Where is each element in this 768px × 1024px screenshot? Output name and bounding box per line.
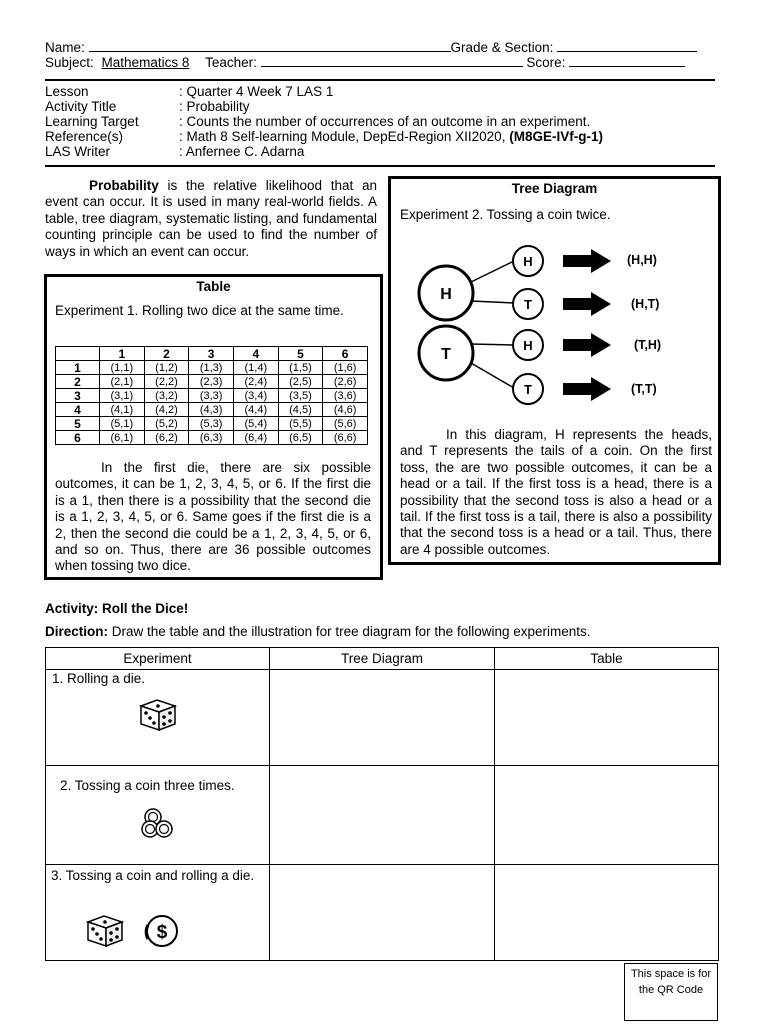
table-row <box>46 670 719 766</box>
header-table: Table <box>495 648 719 670</box>
table-row <box>46 648 719 670</box>
svg-text:$: $ <box>156 922 168 943</box>
arrow-right-icon <box>563 333 611 357</box>
svg-text:H: H <box>523 254 533 269</box>
svg-text:T: T <box>524 297 532 312</box>
table-row: 4 (4,1) (4,2) (4,3) (4,4) (4,5) (4,6) <box>56 403 368 417</box>
svg-text:H: H <box>523 338 533 353</box>
svg-text:T: T <box>524 382 532 397</box>
experiment-1: Experiment 1. Rolling two dice at the same time. <box>55 303 344 318</box>
outcome-tt: (T,T) <box>631 382 657 396</box>
activity-title: Activity: Roll the Dice! <box>45 601 189 616</box>
subject-line: Subject: Mathematics 8 Teacher: Score: <box>45 54 685 70</box>
tree-box-title: Tree Diagram <box>511 181 598 196</box>
svg-text:H: H <box>440 286 452 303</box>
activity-table <box>45 647 719 961</box>
experiment-cell-3: 3. Tossing a coin and rolling a die. $ <box>46 865 270 961</box>
svg-text:T: T <box>441 346 451 363</box>
table-cell-2[interactable] <box>495 766 719 865</box>
table-row <box>46 865 719 961</box>
experiment-cell-1: 1. Rolling a die. <box>46 670 270 766</box>
qr-code-placeholder: This space is for the QR Code <box>624 963 718 1021</box>
table-row: 5 (5,1) (5,2) (5,3) (5,4) (5,5) (5,6) <box>56 417 368 431</box>
die-icon <box>137 696 179 732</box>
teacher-blank[interactable] <box>261 54 523 67</box>
arrow-right-icon <box>563 377 611 401</box>
tree-cell-2[interactable] <box>270 766 495 865</box>
outcome-hh: (H,H) <box>627 253 657 267</box>
node-h <box>419 266 473 320</box>
node-hh <box>513 246 543 276</box>
dollar-coin-icon <box>142 913 180 949</box>
coins-icon <box>138 807 178 843</box>
arrow-right-icon <box>563 292 611 316</box>
table-row <box>46 766 719 865</box>
activity-direction: Direction: Draw the table and the illustration for tree diagram for the following experiments. <box>45 624 591 639</box>
table-row: 2 (2,1) (2,2) (2,3) (2,4) (2,5) (2,6) <box>56 375 368 389</box>
tree-diagram-box <box>388 176 721 565</box>
experiment-2: Experiment 2. Tossing a coin twice. <box>400 207 611 222</box>
node-ht <box>513 289 543 319</box>
score-blank[interactable] <box>569 54 685 67</box>
outcome-ht: (H,T) <box>631 297 660 311</box>
tree-cell-1[interactable] <box>270 670 495 766</box>
table-cell-3[interactable] <box>495 865 719 961</box>
grade-blank[interactable] <box>557 39 697 52</box>
die-icon <box>84 912 126 948</box>
header-experiment: Experiment <box>46 648 270 670</box>
name-blank[interactable] <box>89 39 451 52</box>
table-row: 3 (3,1) (3,2) (3,3) (3,4) (3,5) (3,6) <box>56 389 368 403</box>
experiment-cell-2: 2. Tossing a coin three times. <box>46 766 270 865</box>
header-tree-diagram: Tree Diagram <box>270 648 495 670</box>
node-t <box>419 326 473 380</box>
subject-value: Mathematics 8 <box>101 55 190 70</box>
table-row: 6 (6,1) (6,2) (6,3) (6,4) (6,5) (6,6) <box>56 431 368 445</box>
divider <box>45 165 715 167</box>
node-tt <box>513 374 543 404</box>
arrow-right-icon <box>563 249 611 273</box>
outcome-th: (T,H) <box>634 338 662 352</box>
dice-outcome-table <box>55 346 368 445</box>
table-box <box>44 274 383 580</box>
table-row: 1 2 3 4 5 6 <box>56 347 368 361</box>
name-line: Name: Grade & Section: <box>45 39 697 55</box>
intro-paragraph: Probability is the relative likelihood that an event can occur. It is used in many real-world fields. A table, tree diagram, systematic listing, and fundamental counting principle can be used to find the number of ways in which an event can occur. <box>45 178 377 259</box>
node-th <box>513 330 543 360</box>
table-explanation: In the first die, there are six possible outcomes, it can be 1, 2, 3, 4, 5, or 6. If the first die is a 1, then there is a possibility that the second die is a 1, 2, 3, 4, 5, or 6. Same goes if the first die is a 2, then the second die could be a 1, 2, 3, 4, 5, or 6, and so on. Thus, there are 36 possible outcomes when tossing two dice. <box>55 460 371 574</box>
divider <box>45 79 715 81</box>
table-cell-1[interactable] <box>495 670 719 766</box>
tree-cell-3[interactable] <box>270 865 495 961</box>
coin-tree-diagram <box>391 179 718 419</box>
table-box-title: Table <box>196 279 231 294</box>
tree-explanation: In this diagram, H represents the heads, and T represents the tails of a coin. On the first toss, the are two possible outcomes, it can be a head or a tail. If the first toss is a head, there is a possibility that the second toss is also a head or a tail. If the first toss is a tail, there is also a possibility that the second toss is a head or a tail. Thus, there are 4 possible outcomes. <box>400 427 712 557</box>
table-row: 1 (1,1) (1,2) (1,3) (1,4) (1,5) (1,6) <box>56 361 368 375</box>
